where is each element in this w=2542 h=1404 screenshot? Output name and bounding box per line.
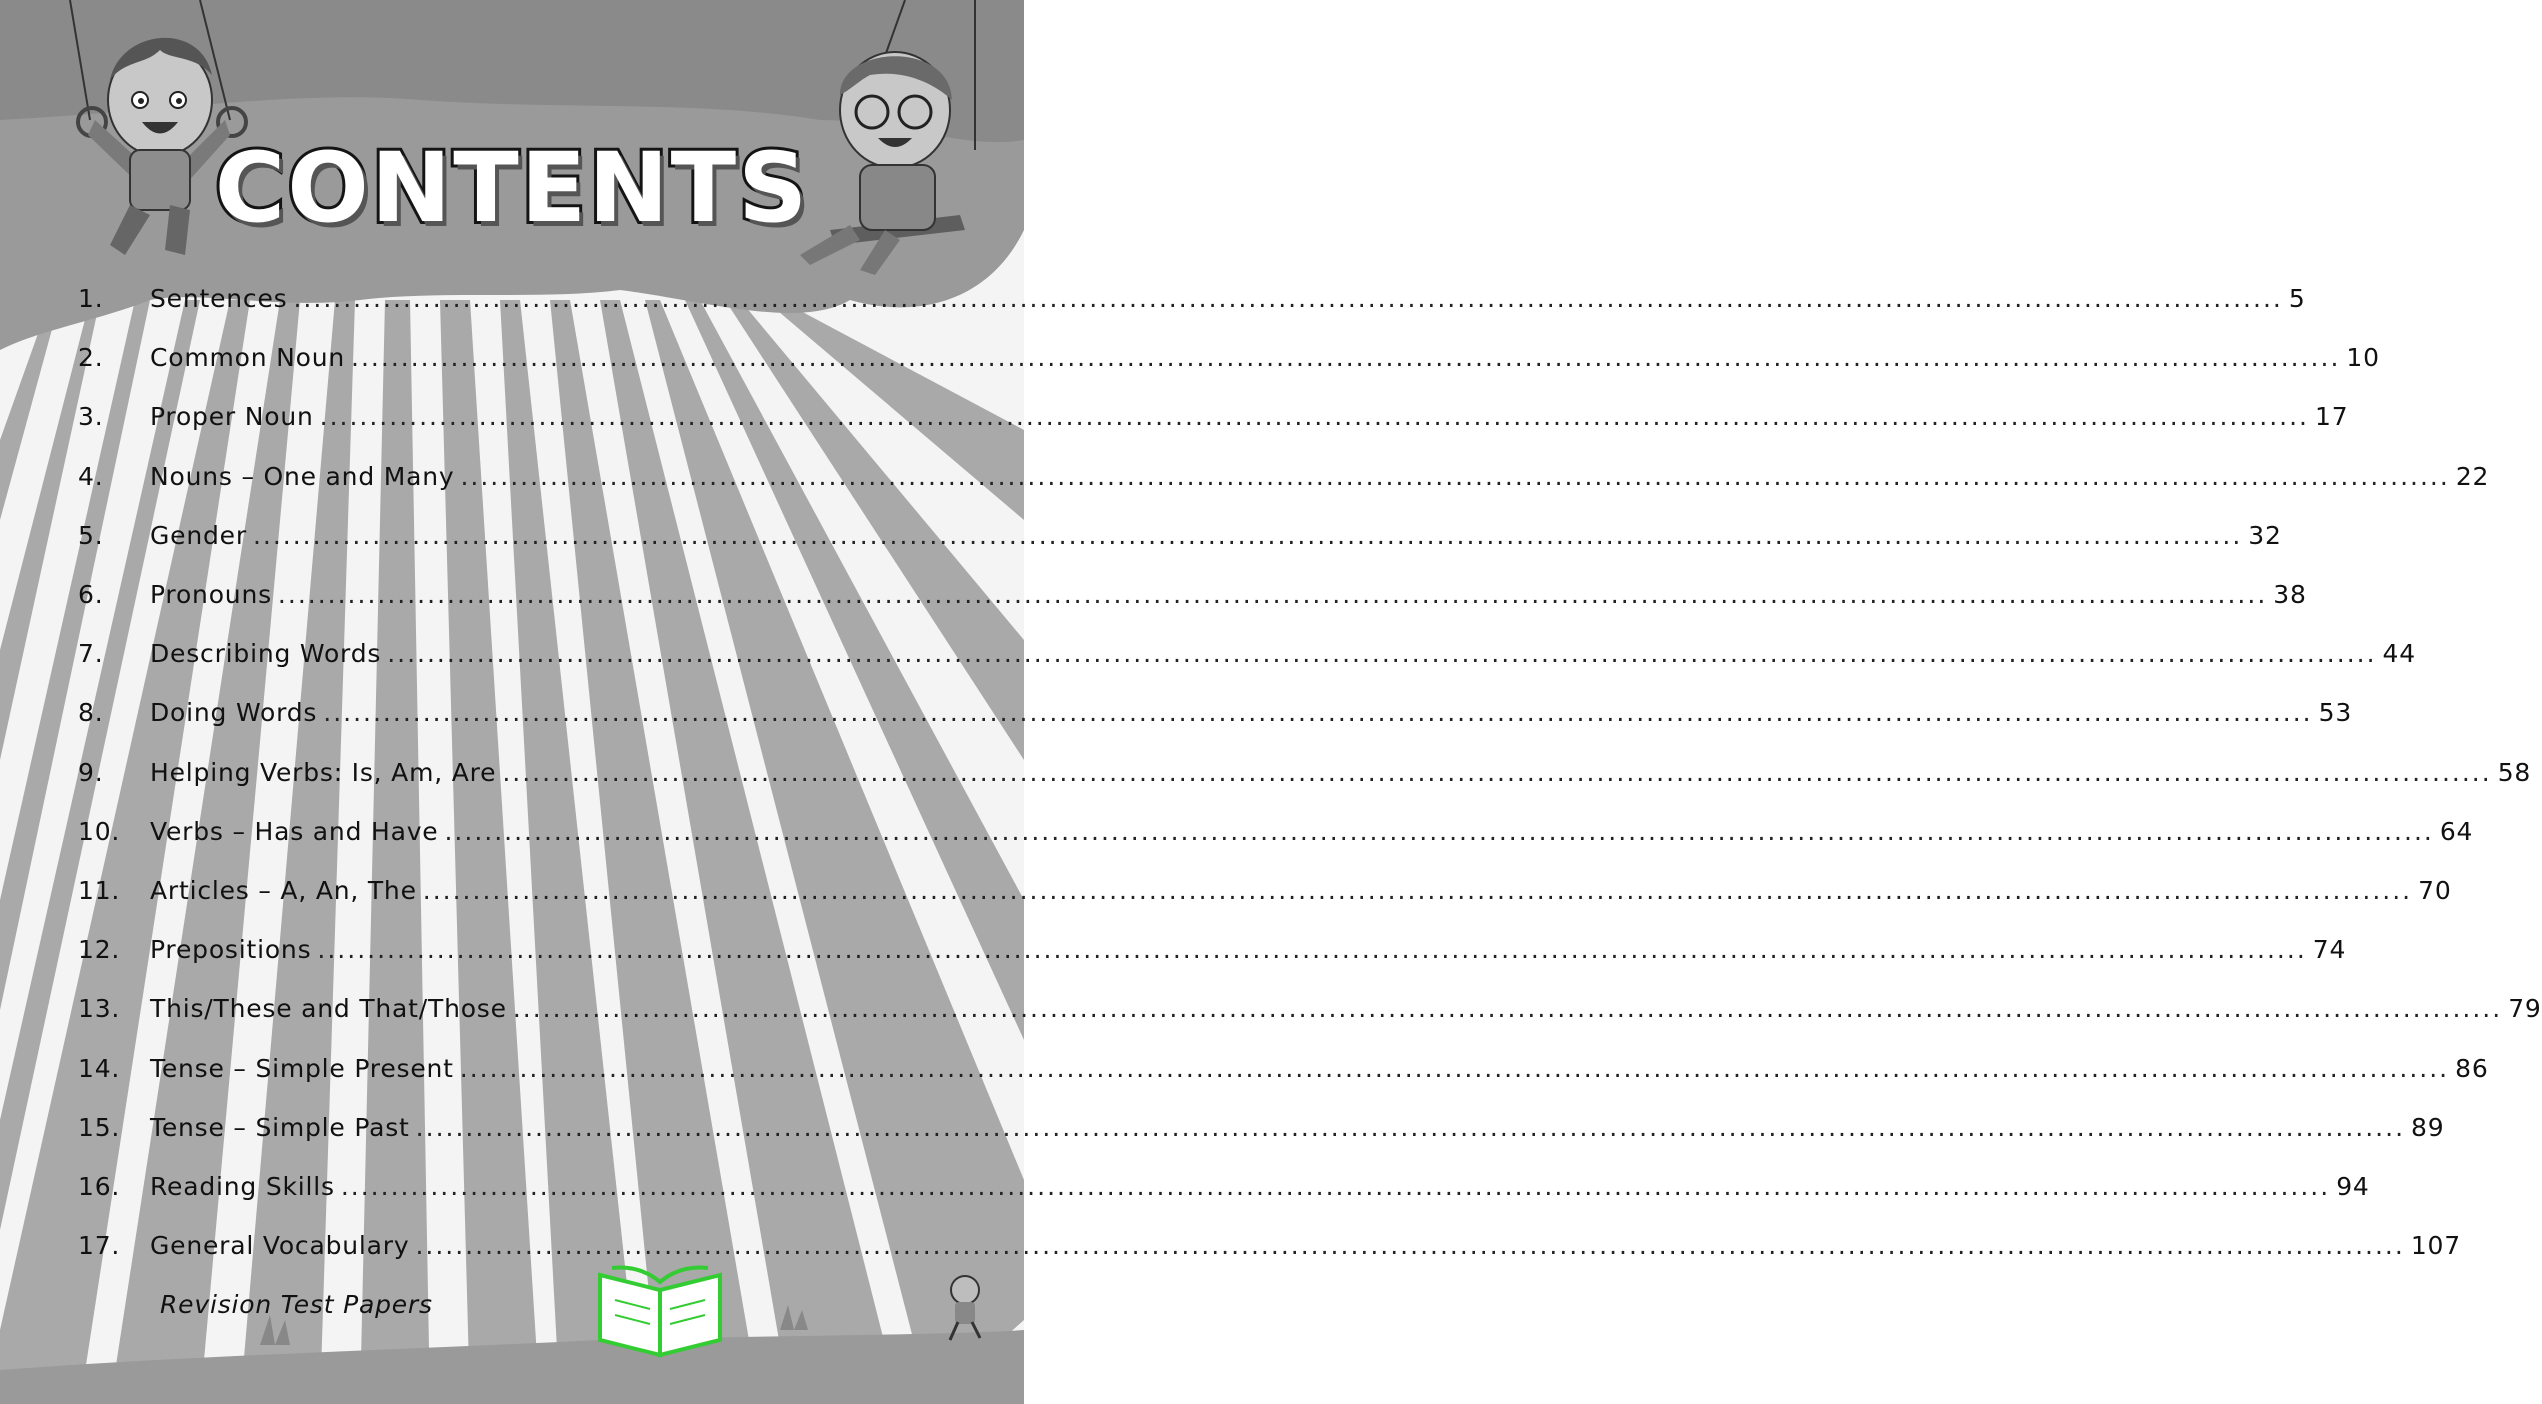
toc-entry [78,1112,2445,1153]
toc-entry-number: 10. [78,816,121,846]
dot-leader: ........................................................................................................................................................................................................ [293,284,2283,313]
toc-entry-page: 94 [2336,1172,2370,1201]
toc-entry-page: 5 [2288,284,2306,313]
dot-leader: ........................................................................................................................................................................................................ [317,935,2307,965]
toc-entry-number: 16. [78,1172,121,1201]
toc-entry-number: 1. [78,284,104,313]
toc-entry [78,698,2353,738]
toc-entry-title: Helping Verbs: Is, Am, Are [150,757,497,787]
toc-entry-title: Reading Skills [150,1172,335,1201]
toc-entry [78,639,2416,679]
toc-entry-number: 5. [78,520,104,550]
toc-entry-title: Prepositions [150,935,312,965]
toc-entry-title: Tense – Simple Past [150,1112,410,1142]
dot-leader: ........................................................................................................................................................................................................ [459,1053,2450,1083]
page-title: CONTENTS [214,132,810,244]
toc-entry-number: 15. [78,1112,121,1142]
dot-leader: ........................................................................................................................................................................................................ [277,580,2268,609]
toc-entry-page: 70 [2418,876,2452,905]
toc-entry-title: This/These and That/Those [150,994,507,1024]
toc-entry-title: Articles – A, An, The [150,876,417,905]
toc-entry-number: 11. [78,876,121,905]
toc-entry-page: 53 [2318,698,2353,728]
toc-entry [78,994,2542,1034]
toc-entry-title: Doing Words [150,698,318,728]
dot-leader: ........................................................................................................................................................................................................ [323,698,2313,728]
toc-entry-page: 32 [2248,520,2282,550]
toc-entry-page: 38 [2273,580,2307,609]
dot-leader: ........................................................................................................................................................................................................ [460,461,2450,491]
toc-entry-page: 74 [2312,935,2347,965]
dot-leader: ........................................................................................................................................................................................................ [252,520,2243,550]
toc-entry [78,580,2307,620]
toc-entry [78,520,2282,561]
toc-entry-title: Pronouns [150,580,272,609]
dot-leader: ........................................................................................................................................................................................................ [415,1112,2406,1142]
dot-leader: ........................................................................................................................................................................................................ [444,816,2434,846]
toc-entry-title: Verbs – Has and Have [150,816,439,846]
toc-entry [78,461,2490,502]
toc-entry-number: 17. [78,1231,121,1261]
toc-entry-title: General Vocabulary [150,1231,410,1261]
toc-entry-number: 14. [78,1053,121,1083]
toc-entry-page: 58 [2497,757,2532,787]
toc-entry [78,1053,2489,1094]
toc-entry-number: 2. [78,343,104,373]
toc-entry [78,343,2380,383]
toc-entry-title: Gender [150,520,247,550]
toc-entry-page: 22 [2455,461,2490,491]
dot-leader: ........................................................................................................................................................................................................ [319,402,2309,432]
toc-entry [78,816,2474,857]
toc-entry-number: 4. [78,461,104,491]
toc-entry-title: Sentences [150,284,288,313]
dot-leader: ........................................................................................................................................................................................................ [415,1231,2405,1261]
toc-entry-number: 12. [78,935,121,965]
dot-leader: ........................................................................................................................................................................................................ [351,343,2341,373]
dot-leader: ........................................................................................................................................................................................................ [502,757,2492,787]
toc-entry-page: 86 [2455,1053,2489,1083]
toc-entry-number: 8. [78,698,104,728]
toc-entry-number: 7. [78,639,104,669]
toc-entry-title: Common Noun [150,343,346,373]
toc-entry-title: Tense – Simple Present [150,1053,454,1083]
toc-entry [78,935,2347,975]
toc-entry [78,1172,2370,1212]
toc-entry-number: 6. [78,580,104,609]
toc-entry-page: 79 [2508,994,2542,1024]
dot-leader: ........................................................................................................................................................................................................ [512,994,2503,1024]
toc-entry-number: 13. [78,994,121,1024]
toc-entry-number: 9. [78,757,104,787]
toc-entry-title: Nouns – One and Many [150,461,455,491]
toc-entry [78,1231,2461,1271]
toc-entry-title: Proper Noun [150,402,314,432]
toc-entry [78,284,2306,324]
dot-leader: ........................................................................................................................................................................................................ [340,1172,2331,1201]
open-book-icon [600,1268,720,1355]
toc-entry [78,402,2349,442]
toc-entry-title: Describing Words [150,639,382,669]
toc-entry-page: 17 [2314,402,2349,432]
dot-leader: ........................................................................................................................................................................................................ [387,639,2377,669]
toc-entry-page: 10 [2346,343,2380,373]
toc-entry [78,876,2452,916]
toc-entry [78,757,2532,798]
toc-entry-page: 64 [2439,816,2474,846]
toc-entry-page: 89 [2411,1112,2445,1142]
revision-test-papers: Revision Test Papers [160,1290,433,1319]
toc-entry-page: 44 [2382,639,2416,669]
dot-leader: ........................................................................................................................................................................................................ [422,876,2413,905]
toc-entry-page: 107 [2410,1231,2461,1261]
toc-entry-number: 3. [78,402,104,432]
